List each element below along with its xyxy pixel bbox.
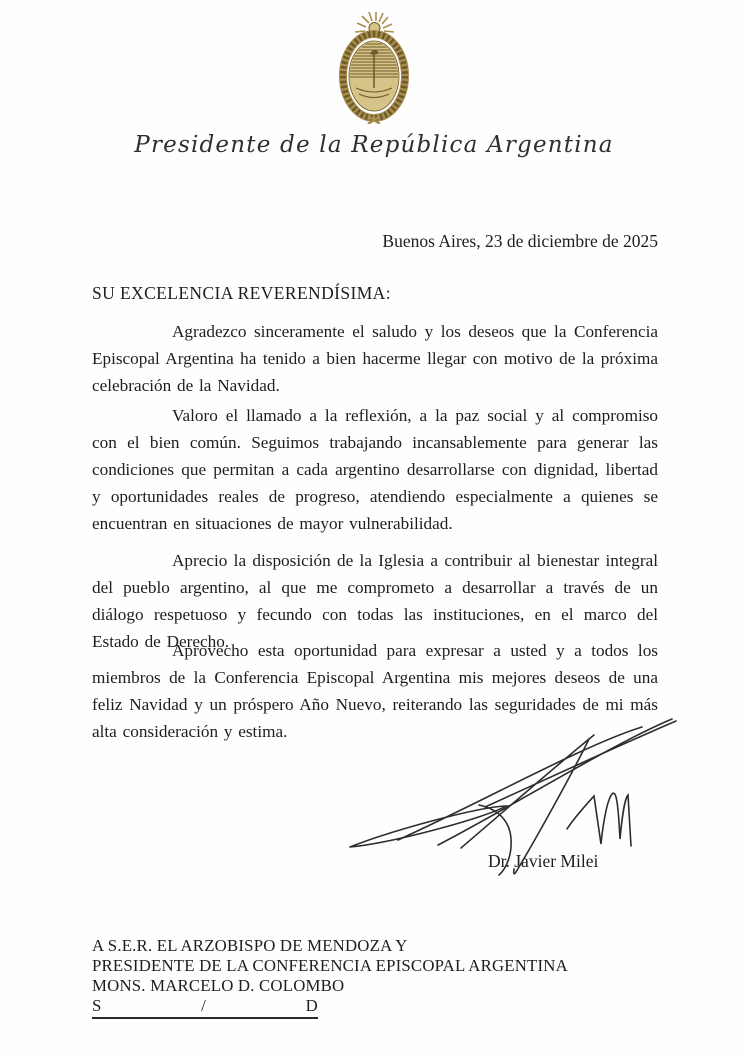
recipient-block [92, 936, 568, 1019]
recipient-line-3: MONS. MARCELO D. COLOMBO [92, 976, 345, 995]
body-paragraph-2: Valoro el llamado a la reflexión, a la paz social y al compromiso con el bien común. Seguimos trabajando incansablemente para generar las condiciones que permitan a cada argentino desarrollarse con dignidad, libertad y oportunidades reales de progreso, atendiendo especialmente a quienes se encuentran en situaciones de mayor vulnerabilidad. [92, 406, 658, 533]
recipient-address-sd-line [92, 996, 318, 1019]
argentina-coat-of-arms-icon [325, 12, 423, 124]
signer-name: Dr. Javier Milei [488, 851, 599, 871]
salutation: SU EXCELENCIA REVERENDÍSIMA: [92, 283, 391, 303]
body-paragraph-3: Aprecio la disposición de la Iglesia a contribuir al bienestar integral del pueblo argentino, al que me comprometo a desarrollar a través de un diálogo respetuoso y fecundo con todas las instituciones, en el marco del Estado de Derecho. [92, 551, 658, 651]
body-paragraph-1: Agradezco sinceramente el saludo y los deseos que la Conferencia Episcopal Argentina ha tenido a bien hacerme llegar con motivo de la próxima celebración de la Navidad. [92, 322, 658, 395]
recipient-line-2: PRESIDENTE DE LA CONFERENCIA EPISCOPAL ARGENTINA [92, 956, 568, 975]
sd-right: D [305, 996, 318, 1015]
signature-block [92, 715, 658, 890]
sd-separator: / [201, 996, 207, 1015]
letterhead-title: Presidente de la República Argentina [134, 132, 614, 158]
body-paragraph-4: Aprovecho esta oportunidad para expresar a usted y a todos los miembros de la Conferencia Episcopal Argentina mis mejores deseos de una feliz Navidad y un próspero Año Nuevo, reiterando las seguridades de mi más alta consideración y estima. [92, 641, 658, 741]
sd-left: S [92, 996, 102, 1015]
date-line: Buenos Aires, 23 de diciembre de 2025 [382, 231, 658, 251]
recipient-line-1: A S.E.R. EL ARZOBISPO DE MENDOZA Y [92, 936, 408, 955]
